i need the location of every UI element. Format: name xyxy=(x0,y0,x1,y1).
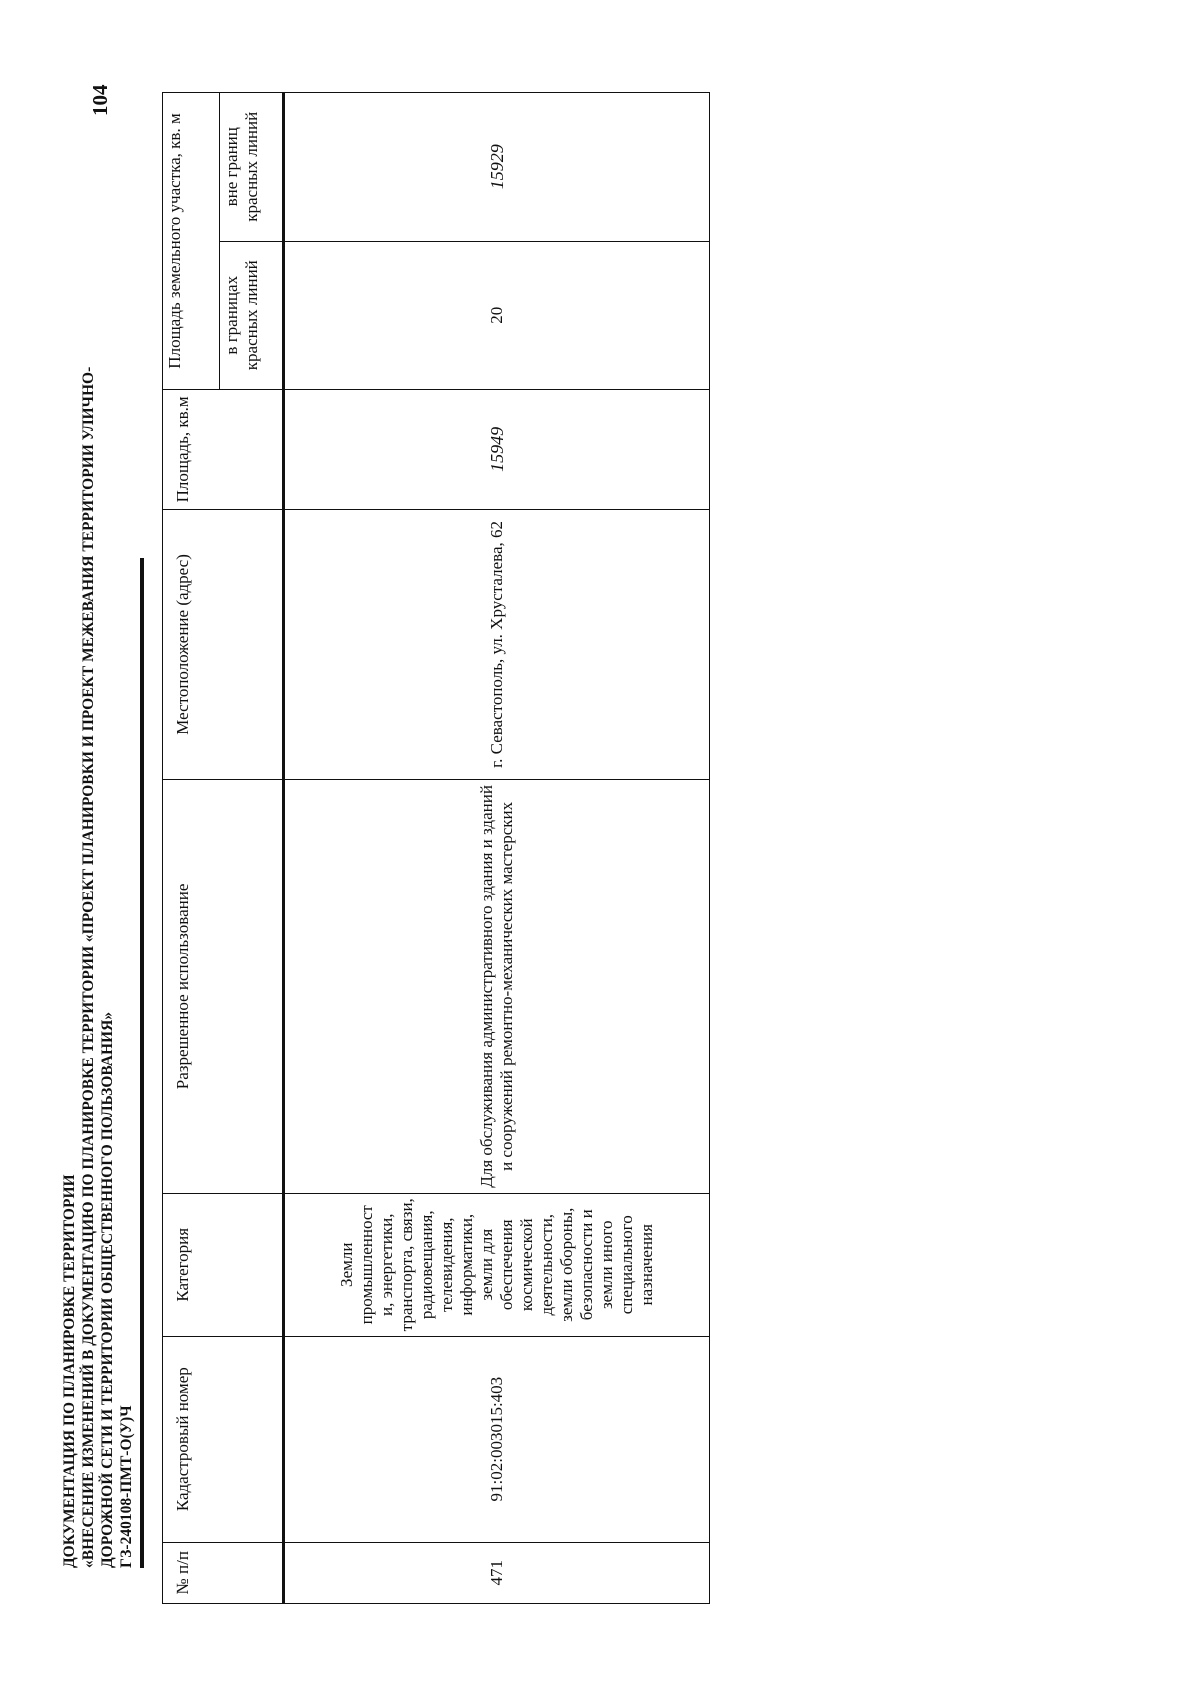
header-location: Местоположение (адрес) xyxy=(163,509,284,779)
document-header xyxy=(60,368,136,1568)
header-area: Площадь, кв.м xyxy=(163,389,284,509)
header-outside-red-lines: вне границ красных линий xyxy=(220,93,284,242)
header-permitted-use: Разрешенное использование xyxy=(163,780,284,1194)
cell-permitted-use: Для обслуживания административного здания и зданий и сооружений ремонтно-механических мастерских xyxy=(284,780,710,1194)
header-line-3: ДОРОЖНОЙ СЕТИ И ТЕРРИТОРИИ ОБЩЕСТВЕННОГО ПОЛЬЗОВАНИЯ» xyxy=(99,1011,116,1568)
header-category: Категория xyxy=(163,1193,284,1336)
cell-num: 471 xyxy=(284,1542,710,1603)
header-divider xyxy=(140,558,144,1568)
cell-location: г. Севастополь, ул. Хрусталева, 62 xyxy=(284,509,710,779)
header-plot-area-group: Площадь земельного участка, кв. м xyxy=(163,93,220,390)
page-number: 104 xyxy=(88,84,112,116)
header-cadastral: Кадастровый номер xyxy=(163,1336,284,1542)
cell-inside-red-lines: 20 xyxy=(284,241,710,389)
header-line-1: ДОКУМЕНТАЦИЯ ПО ПЛАНИРОВКЕ ТЕРРИТОРИИ xyxy=(61,1174,78,1568)
land-plot-table xyxy=(162,92,710,1604)
header-inside-red-lines: в границах красных линий xyxy=(220,241,284,389)
cell-outside-red-lines: 15929 xyxy=(284,93,710,242)
header-line-2: «ВНЕСЕНИЕ ИЗМЕНЕНИЙ В ДОКУМЕНТАЦИЮ ПО ПЛАНИРОВКЕ ТЕРРИТОРИИ «ПРОЕКТ ПЛАНИРОВКИ И ПРОЕКТ МЕЖЕВАНИЯ ТЕРРИТОРИИ УЛИЧНО- xyxy=(80,366,97,1568)
header-line-4: ГЗ-240108-ПМТ-О(У)Ч xyxy=(118,1405,135,1568)
header-num: № п/п xyxy=(163,1542,284,1603)
cell-category: Земли промышленност и, энергетики, транспорта, связи, радиовещания, телевидения, информатики, земли для обеспечения космической деятельности, земли обороны, безопасности и земли иного специального назначения xyxy=(284,1193,710,1336)
cell-area: 15949 xyxy=(284,389,710,509)
cell-cadastral: 91:02:003015:403 xyxy=(284,1336,710,1542)
